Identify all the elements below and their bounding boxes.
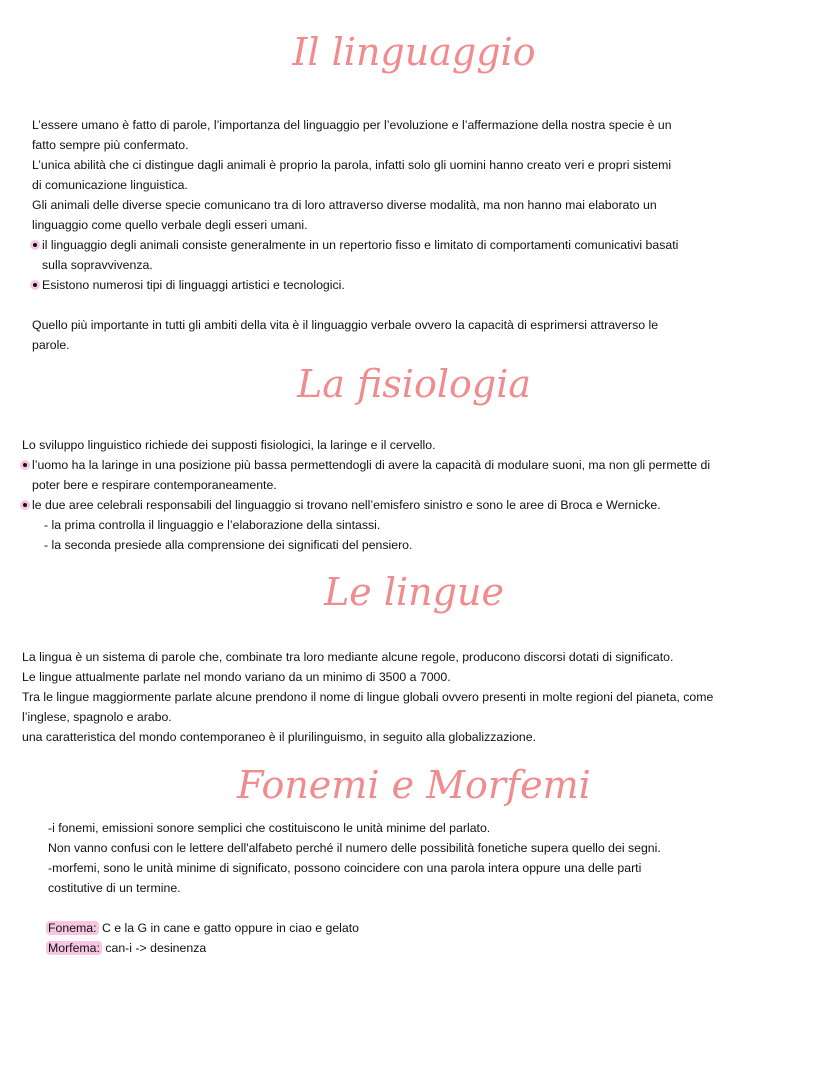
section-fisiologia [22, 435, 710, 555]
text-line: poter bere e respirare contemporaneamente. [32, 478, 277, 492]
example-morfema [46, 938, 661, 958]
text-line: Tra le lingue maggiormente parlate alcune prendono il nome di lingue globali ovvero presenti in molte regioni del pianeta, come [22, 690, 714, 704]
bullet-text: il linguaggio degli animali consiste generalmente in un repertorio fisso e limitato di comportamenti comunicativi basati [42, 238, 679, 252]
bullet-icon [30, 280, 40, 290]
text-line: Quello più importante in tutti gli ambiti della vita è il linguaggio verbale ovvero la capacità di esprimersi attraverso le [32, 318, 659, 332]
section-linguaggio [32, 115, 678, 355]
text-line: Le lingue attualmente parlate nel mondo variano da un minimo di 3500 a 7000. [22, 670, 451, 684]
bullet-icon [20, 460, 30, 470]
bullet-icon [20, 500, 30, 510]
highlight-label: Fonema: [48, 921, 97, 935]
text-line: L’essere umano è fatto di parole, l’importanza del linguaggio per l’evoluzione e l’affermazione della nostra specie è un [32, 118, 672, 132]
highlight-label: Morfema: [48, 941, 100, 955]
section-fonemi-morfemi [48, 818, 661, 958]
section-lingue [22, 647, 713, 747]
bullet-icon [30, 240, 40, 250]
text-line: costitutive di un termine. [48, 881, 181, 895]
text-line: parole. [32, 338, 70, 352]
text-line: L’unica abilità che ci distingue dagli animali è proprio la parola, infatti solo gli uomini hanno creato veri e propri sistemi [32, 158, 672, 172]
example-fonema [46, 918, 661, 938]
title-il-linguaggio: Il linguaggio [292, 30, 536, 74]
text-line: -morfemi, sono le unità minime di significato, possono coincidere con una parola intera oppure una delle parti [48, 861, 642, 875]
example-text: can-i -> desinenza [101, 941, 207, 955]
text-line: una caratteristica del mondo contemporaneo è il plurilinguismo, in seguito alla globalizzazione. [22, 730, 537, 744]
example-text: C e la G in cane e gatto oppure in ciao e gelato [98, 921, 359, 935]
text-line: La lingua è un sistema di parole che, combinate tra loro mediante alcune regole, producono discorsi dotati di significato. [22, 650, 674, 664]
bullet-item [32, 275, 678, 295]
text-line: -i fonemi, emissioni sonore semplici che costituiscono le unità minime del parlato. [48, 821, 491, 835]
title-fonemi-e-morfemi: Fonemi e Morfemi [237, 763, 591, 807]
text-line: l’inglese, spagnolo e arabo. [22, 710, 172, 724]
text-line: di comunicazione linguistica. [32, 178, 188, 192]
text-line: linguaggio come quello verbale degli esseri umani. [32, 218, 308, 232]
bullet-item [32, 235, 678, 255]
text-line: Non vanno confusi con le lettere dell'alfabeto perché il numero delle possibilità fonetiche supera quello dei segni. [48, 841, 661, 855]
bullet-text: Esistono numerosi tipi di linguaggi artistici e tecnologici. [42, 278, 345, 292]
dash-item: - la prima controlla il linguaggio e l’elaborazione della sintassi. [44, 518, 381, 532]
text-line: Gli animali delle diverse specie comunicano tra di loro attraverso diverse modalità, ma non hanno mai elaborato un [32, 198, 657, 212]
bullet-text: le due aree celebrali responsabili del linguaggio si trovano nell’emisfero sinistro e sono le aree di Broca e Wernicke. [32, 498, 661, 512]
text-line: sulla sopravvivenza. [42, 258, 153, 272]
text-line: fatto sempre più confermato. [32, 138, 189, 152]
dash-item: - la seconda presiede alla comprensione dei significati del pensiero. [44, 538, 413, 552]
text-line: Lo sviluppo linguistico richiede dei supposti fisiologici, la laringe e il cervello. [22, 438, 436, 452]
bullet-item [22, 495, 710, 515]
title-le-lingue: Le lingue [324, 570, 504, 614]
bullet-item [22, 455, 710, 475]
title-la-fisiologia: La fisiologia [296, 362, 531, 406]
bullet-text: l’uomo ha la laringe in una posizione più bassa permettendogli di avere la capacità di modulare suoni, ma non gli permette di [32, 458, 711, 472]
